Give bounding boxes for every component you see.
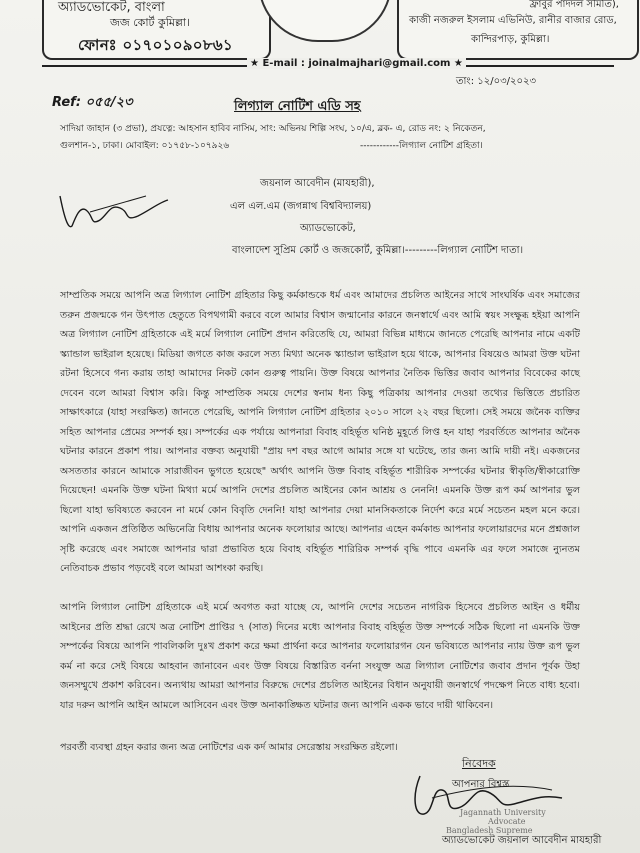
stamp-line-1: Jagannath University xyxy=(460,808,546,817)
letterhead-right-line3: কান্দিরপাড়, কুমিল্লা। xyxy=(471,34,550,45)
signature-heading: নিবেদক xyxy=(462,757,496,770)
letterhead-right-line1: ফ্রাবুর পাদদল সমিতি), xyxy=(529,0,619,10)
letterhead-phone: ফোনঃ ০১৭০১০৯০৮৬১ xyxy=(78,36,233,54)
letterhead-left-line2: জজ কোর্ট কুমিল্লা। xyxy=(110,16,190,29)
recipient-line2: গুলশান-১, ঢাকা। মোবাইল: ০১৭৫৮-১০৭৯২৬ xyxy=(60,141,230,151)
signature-closing: আপনার বিশ্বস্ত xyxy=(452,779,510,790)
stamp-line-2: Advocate xyxy=(488,817,526,826)
sender-name: জয়নাল আবেদীন (মাযহারী), xyxy=(260,178,375,189)
signature-icon xyxy=(402,768,572,828)
letterhead-seal xyxy=(258,0,392,42)
letterhead-right-line2: কাজী নজরুল ইসলাম এভিনিউ, রানীর বাজার রোড, xyxy=(409,15,617,26)
letterhead-email: ★ E-mail : joinalmajhari@gmail.com ★ xyxy=(247,58,466,69)
letterhead-left-box xyxy=(42,0,271,60)
seal-text xyxy=(298,0,340,5)
sender-title: অ্যাডভোকেট, xyxy=(300,223,356,234)
header-rule-left xyxy=(42,65,252,67)
notice-date: তাং: ১২/০৩/২০২৩ xyxy=(456,76,536,87)
notice-title: লিগ্যাল নোটিশ এডি সহ xyxy=(234,99,361,114)
body-paragraph-2: আপনি লিগ্যাল নোটিশ গ্রহিতাকে এই মর্মে অবগত করা যাচ্ছে যে, আপনি দেশের সচেতন নাগরিক হিসেবে প্রচলিত আইন ও ধর্মীয় আইনের প্রতি শ্রদ্ধা রেখে অত্র নোটিশ প্রাপ্তির ৭ (সাত) দিনের মধ্যে আপনার বিবাহ বহির্ভূত উক্ত সম্পর্কে সঠিক ছিলো না এমনকি উক্ত সম্পর্কের বিষয়ে আপনি পাবলিকলি দুঃখ প্রকাশ করে ক্ষমা প্রার্থনা করে আপনার ফলোয়ারগন যেন ভবিষ্যতে আপনার ন্যায় উক্ত রূপ ভুল কর্ম না করে সেই বিষয়ে আহবান জানাবেন এবং উক্ত বিষয়ে বিস্তারিত বর্ননা সংযুক্ত অত্র লিগ্যাল নোটিশের জবাব প্রদান পূর্বক উহা জনসম্মুখে প্রকাশ করিবেন। অন্যথায় আমরা আপনার বিরুদ্ধে দেশের প্রচলিত আইনের বিধান অনুযায়ী জনস্বার্থে পদক্ষেপ নিতে বাধ্য হবো। যার দরুন আপনি আইন আমলে আসিবেন এবং উক্ত অনাকাঙ্ক্ষিত ঘটনার জন্য আপনি একক ভাবে দায়ী থাকিবেন। xyxy=(60,602,580,711)
sender-court: বাংলাদেশ সুপ্রিম কোর্ট ও জজকোর্ট, কুমিল্লা।---------লিগ্যাল নোটিশ দাতা। xyxy=(232,245,524,256)
reference-number: Ref: ০৫৫/২৩ xyxy=(52,95,133,110)
margin-signature-icon xyxy=(50,186,170,236)
letterhead-right-box xyxy=(397,0,639,60)
email-line xyxy=(42,60,614,72)
body-paragraph-1: সাম্প্রতিক সময়ে আপনি অত্র লিগ্যাল নোটিশ গ্রহিতার কিছু কর্মকান্ডকে ধর্ম এবং আমাদের প্রচলিত আইনের সাথে সাংঘর্ষিক এবং সমাজের তরুন প্রজন্মকে গন উৎপাত হেতুতে বিপথগামী করবে বলে আমার বিশ্বাস জন্মানোর কারনে জনস্বার্থে এবং আমি স্বয়ং সংক্ষুব্ধ হইয়া আপনি অত্র লিগ্যাল নোটিশ গ্রহিতাকে এই মর্মে লিগ্যাল নোটিশ প্রদান করিতেছি যে, আমরা বিভিন্ন মাধ্যমে জানতে পেরেছি আপনার নামে একটি স্ক্যান্ডাল ভাইরাল হয়েছে। মিডিয়া জগতে কাজ করলে সত্য মিথ্যা অনেক স্ক্যান্ডাল ভাইরাল হয়ে থাকে, আপনার বিষয়েও আমরা উক্ত ঘটনা রটনা হিসেবে গন্য করায় তাহা আমাদের নিকট কোন গুরুত্ব পায়নি। উক্ত বিষয়ে আপনার নৈতিক ভিত্তির জবাব আপনার বিবেকের কাছে দেবেন বলে আমরা বিশ্বাস করি। কিন্তু সাম্প্রতিক সময়ে দেশের স্বনাম ধন্য কিছু পত্রিকায় আপনার দেওয়া তথ্যের ভিত্তিতে প্রচারিত সাক্ষাৎকারে (যাহা সংরক্ষিত) জানতে পেরেছি, আপনি লিগ্যাল নোটিশ গ্রহিতার ২০১০ সালে ২২ বছর ছিলো। সেই সময়ে জনৈক ব্যক্তির সহিত আপনার প্রেমের সম্পর্ক হয়। সম্পর্কের এক পর্যায়ে আপনারা বিবাহ বহির্ভূত ঘনিষ্ঠ মুহূর্তে লিপ্ত হন যাহা পরবর্তিতে আপনার অনৈক ঘটনার কারনে প্রকাশ পায়। আপনার বক্তব্য অনুযায়ী "প্রায় দশ বছর আগে আমার সঙ্গে যা ঘটেছে, তার জন্য আমি দায়ী নই। একজনের অসততার কারনে আমাকে সারাজীবন ভুগতে হয়েছে" অর্থাৎ আপনি উক্ত বিবাহ বহির্ভূত শারীরিক সম্পর্কের ঘটনার স্বীকৃতি/স্বীকারোক্তি দিয়েছেন! এমনকি উক্ত ঘটনা মিথ্যা মর্মে আপনি দেশের প্রচলিত আইনের কোন আশ্রয় ও নেননি! এমনকি উক্ত রূপ কর্ম আপনার ভুল ছিলো যাহা ভবিষ্যতে করবেন না মর্মে কোন বিবৃতি দেননি! যাহা আপনার দেয়া মানসিকতাকে নির্দেশ করে মর্মে সচেতন মহল মনে করে। আপনি একজন প্রতিষ্ঠিত অভিনেত্রি বিধায় আপনার অনেক ফলোয়ার আছে। আপনার এহেন কর্মকান্ড আপনার ফলোয়ারদের মনে প্রশ্নজাল সৃষ্টি করেছে এবং সমাজে আপনার দ্বারা প্রভাবিত হয়ে বিবাহ বহির্ভূত শারিরিক সম্পর্ক বৃদ্ধি পাবে এমনকি এর ফলে সমাজে ন্যুনতম নেতিবাচক প্রভাব পড়বেই বলে আমরা আশংকা করছি। xyxy=(60,290,580,574)
stamp-line-3: Bangladesh Supreme xyxy=(446,826,533,835)
sender-degree: এল এল.এম (জগন্নাথ বিশ্ববিদ্যালয়) xyxy=(230,201,372,212)
letterhead-left-line1: অ্যাডভোকেট, বাংলা xyxy=(58,0,165,15)
body-paragraph-3: পরবর্তী ব্যবস্থা গ্রহন করার জন্য অত্র নোটিশের এক কর্দ আমার সেরেস্তায় সংরক্ষিত রইলো। xyxy=(60,742,398,753)
signatory-name: অ্যাডভোকেট জয়নাল আবেদীন মাযহারী xyxy=(442,835,602,846)
recipient-role: ------------লিগ্যাল নোটিশ গ্রহিতা। xyxy=(360,141,483,151)
recipient-line1: সাদিয়া জাহান (৩ প্রভা), প্রযত্নে: আহসান হাবিব নাসিম, সাং: অভিনয় শিল্পি সংঘ, ১০/এ, ব্লক- এ, রোড নং: ২ নিকেতন, xyxy=(60,124,486,134)
